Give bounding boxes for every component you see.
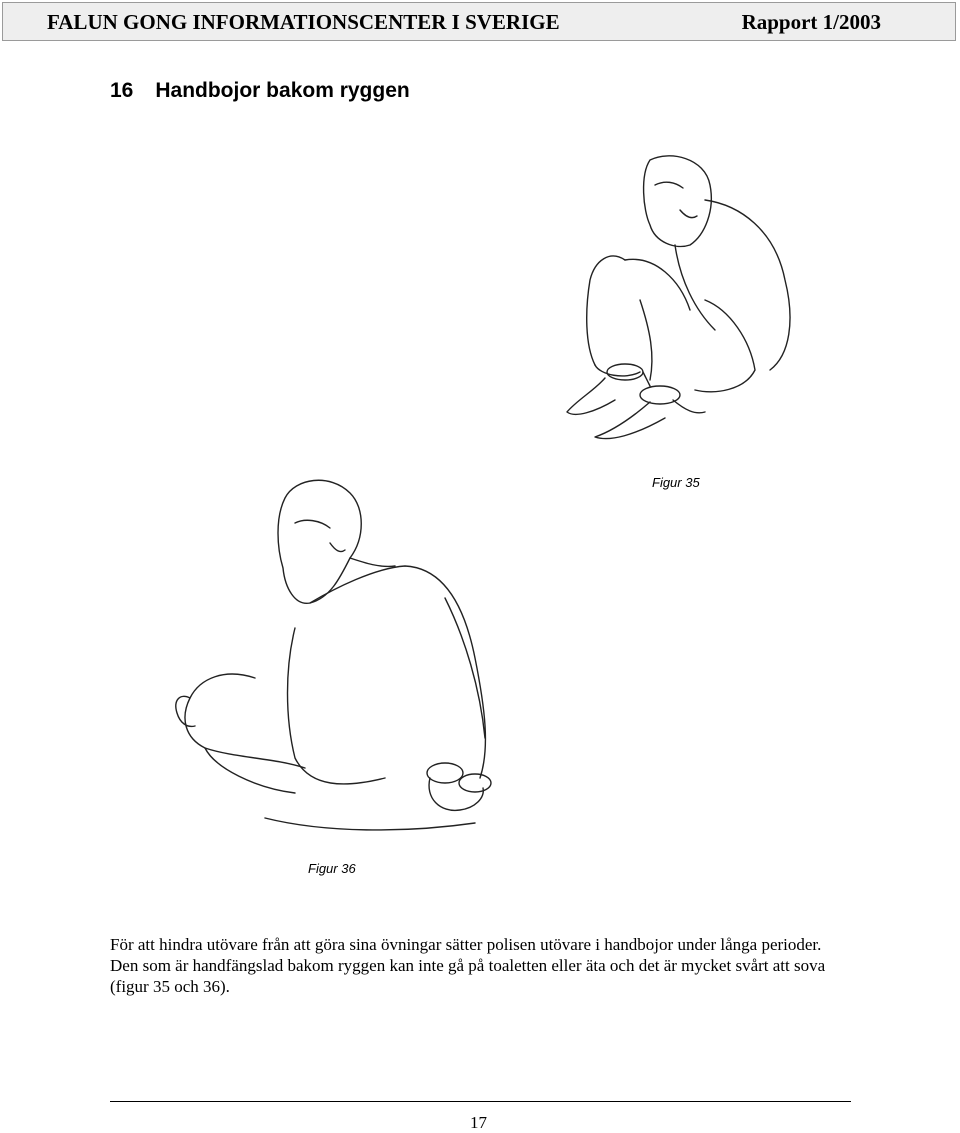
- page-number: 17: [470, 1113, 487, 1132]
- section-heading: [110, 79, 410, 103]
- section-title: Handbojor bakom ryggen: [155, 79, 410, 102]
- section-number: 16: [110, 79, 134, 102]
- handcuffed-behind-back-drawing: [145, 438, 525, 858]
- document-header: [2, 2, 956, 41]
- figure-36-drawing: [145, 438, 525, 858]
- footer-rule: [110, 1101, 851, 1102]
- figure-36-caption: Figur 36: [308, 861, 356, 876]
- figure-35-caption: Figur 35: [652, 475, 700, 490]
- header-report-label: Rapport 1/2003: [741, 10, 881, 34]
- body-paragraph: För att hindra utövare från att göra sina övningar sätter polisen utövare i handbojor under långa perioder. Den som är handfängslad bakom ryggen kan inte gå på toaletten eller äta och det är mycket svårt att sova (figur 35 och 36).: [110, 935, 826, 996]
- figure-35-drawing: [555, 150, 815, 445]
- seated-handcuffed-person-drawing: [555, 150, 815, 445]
- header-org-title: FALUN GONG INFORMATIONSCENTER I SVERIGE: [47, 10, 560, 34]
- body-text: [110, 934, 850, 997]
